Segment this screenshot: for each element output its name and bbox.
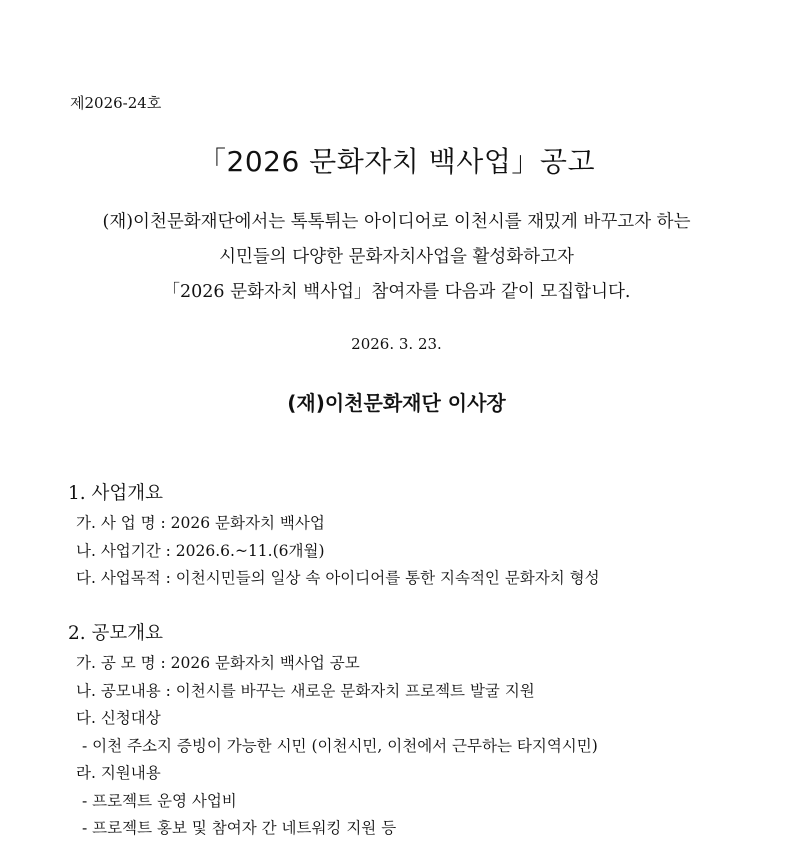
intro-line: 「2026 문화자치 백사업」참여자를 다음과 같이 모집합니다. bbox=[162, 282, 631, 302]
section-item: 나. 사업기간 : 2026.6.~11.(6개월) bbox=[76, 541, 325, 560]
section-contest-overview bbox=[68, 618, 758, 843]
section-item: 나. 공모내용 : 이천시를 바꾸는 새로운 문화자치 프로젝트 발굴 지원 bbox=[76, 681, 535, 700]
section-item: 가. 공 모 명 : 2026 문화자치 백사업 공모 bbox=[76, 654, 360, 672]
intro-paragraph bbox=[0, 205, 793, 310]
announcement-date: 2026. 3. 23. bbox=[351, 335, 442, 353]
issuer-name: (재)이천문화재단 이사장 bbox=[287, 391, 506, 415]
document-number: 제2026-24호 bbox=[70, 94, 162, 112]
section-subitem: - 프로젝트 운영 사업비 bbox=[82, 791, 237, 810]
section-heading: 2. 공모개요 bbox=[68, 623, 164, 644]
intro-line: 시민들의 다양한 문화자치사업을 활성화하고자 bbox=[219, 247, 574, 267]
document-title: 「2026 문화자치 백사업」공고 bbox=[198, 145, 595, 178]
section-business-overview bbox=[68, 478, 758, 593]
intro-line: (재)이천문화재단에서는 톡톡튀는 아이디어로 이천시를 재밌게 바꾸고자 하는 bbox=[102, 212, 691, 232]
section-heading: 1. 사업개요 bbox=[68, 483, 164, 504]
section-item: 다. 사업목적 : 이천시민들의 일상 속 아이디어를 통한 지속적인 문화자치 형성 bbox=[76, 569, 600, 587]
section-item: 다. 신청대상 bbox=[76, 709, 161, 727]
section-subitem: - 이천 주소지 증빙이 가능한 시민 (이천시민, 이천에서 근무하는 타지역시민) bbox=[82, 736, 598, 755]
section-item: 가. 사 업 명 : 2026 문화자치 백사업 bbox=[76, 514, 325, 532]
section-subitem: - 프로젝트 홍보 및 참여자 간 네트워킹 지원 등 bbox=[82, 819, 397, 837]
section-item: 라. 지원내용 bbox=[76, 764, 161, 782]
